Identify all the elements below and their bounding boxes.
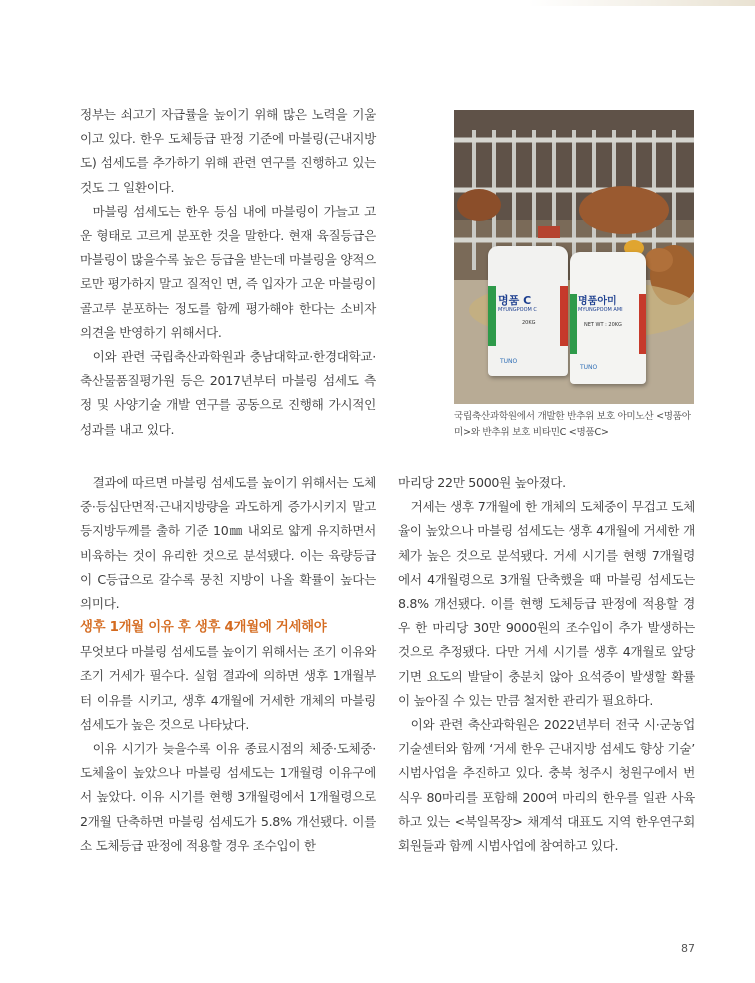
feed-bags-photo	[454, 110, 694, 404]
bag-red-stripe	[639, 294, 646, 354]
feed-bag-left	[488, 246, 568, 376]
paragraph: 결과에 따르면 마블링 섬세도를 높이기 위해서는 도체중·등심단면적·근내지방량을 과도하게 증가시키지 말고 등지방두께를 출하 기준 10㎜ 내외로 얇게 유지하면서 비육하는 것이 유리한 것으로 분석됐다. 이는 육량등급이 C등급으로 갈수록 뭉친 지방이 나올 확률이 높다는 의미다.	[80, 475, 376, 612]
top-edge-strip	[0, 0, 755, 6]
paragraph: 이유 시기가 늦을수록 이유 종료시점의 체중·도체중·도체율이 높았으나 마블링 섬세도는 1개월령 이유구에서 높았다. 이유 시기를 현행 3개월령에서 1개월령으로 2개월 단축하면 마블링 섬세도가 5.8% 개선됐다. 이를 소 도체등급 판정에 적용할 경우 조수입이 한	[80, 741, 376, 853]
bag-brand-en: MYUNGPOOM AMI	[578, 307, 623, 313]
paragraph: 마블링 섬세도는 한우 등심 내에 마블링이 가늘고 고운 형태로 고르게 분포한 것을 말한다. 현재 육질등급은 마블링이 많을수록 높은 등급을 받는데 마블링을 양적으로만 평가하지 말고 질적인 면, 즉 입자가 고운 마블링이 골고루 분포하는 정도를 함께 평가해야 한다는 소비자 의견을 반영하기 위해서다.	[80, 203, 376, 340]
bag-weight: 20KG	[522, 320, 536, 326]
bag-maker: TUNO	[580, 364, 598, 371]
bag-weight: NET WT : 20KG	[584, 322, 622, 328]
bag-brand-en: MYUNGPOOM C	[498, 307, 537, 313]
bag-maker: TUNO	[500, 358, 518, 365]
article-column-1-top	[80, 103, 376, 442]
page-number: 87	[681, 942, 695, 955]
article-column-2	[398, 471, 695, 858]
bag-brand-kr: 명품 C	[498, 294, 532, 307]
paragraph: 무엇보다 마블링 섬세도를 높이기 위해서는 조기 이유와 조기 거세가 필수다. 실험 결과에 의하면 생후 1개월부터 이유를 시키고, 생후 4개월에 거세한 개체의 마블링 섬세도가 높은 것으로 나타났다.	[80, 644, 376, 732]
bag-green-stripe	[570, 294, 577, 354]
article-column-1-bottom	[80, 471, 376, 858]
bag-green-stripe	[488, 286, 496, 346]
paragraph: 이와 관련 축산과학원은 2022년부터 전국 시·군농업기술센터와 함께 ‘거세 한우 근내지방 섬세도 향상 기술’ 시범사업을 추진하고 있다. 충북 청주시 청원구에서 번식우 80마리를 포함해 200여 마리의 한우를 일관 사육하고 있는 <북일목장> 채계석 대표도 지역 한우연구회 회원들과 함께 시범사업에 참여하고 있다.	[398, 717, 695, 854]
paragraph: 마리당 22만 5000원 높아졌다.	[398, 475, 566, 490]
paragraph: 거세는 생후 7개월에 한 개체의 도체중이 무겁고 도체율이 높았으나 마블링 섬세도는 생후 4개월에 거세한 개체가 높은 것으로 분석됐다. 거세 시기를 현행 7개월령에서 4개월령으로 3개월 단축했을 때 마블링 섬세도는 8.8% 개선됐다. 이를 현행 도체등급 판정에 적용할 경우 한 마리당 30만 9000원의 조수입이 추가 발생하는 것으로 추정됐다. 다만 거세 시기를 생후 4개월로 앞당기면 요도의 발달이 충분치 않아 요석증이 발생할 확률이 높아질 수 있는 만큼 철저한 관리가 필요하다.	[398, 499, 695, 708]
feed-bag-right	[570, 252, 646, 384]
paragraph: 정부는 쇠고기 자급률을 높이기 위해 많은 노력을 기울이고 있다. 한우 도체등급 판정 기준에 마블링(근내지방도) 섬세도를 추가하기 위해 관련 연구를 진행하고 있는 것도 그 일환이다.	[80, 107, 376, 195]
paragraph: 이와 관련 국립축산과학원과 충남대학교·한경대학교·축산물품질평가원 등은 2017년부터 마블링 섬세도 측정 및 사양기술 개발 연구를 공동으로 진행해 가시적인 성과를 내고 있다.	[80, 349, 376, 437]
bag-red-stripe	[560, 286, 568, 346]
section-heading: 생후 1개월 이유 후 생후 4개월에 거세해야	[80, 620, 327, 636]
photo-caption: 국립축산과학원에서 개발한 반추위 보호 아미노산 <명품아미>와 반추위 보호 비타민C <명품C>	[454, 411, 691, 438]
bag-brand-kr: 명품아미	[578, 296, 617, 307]
